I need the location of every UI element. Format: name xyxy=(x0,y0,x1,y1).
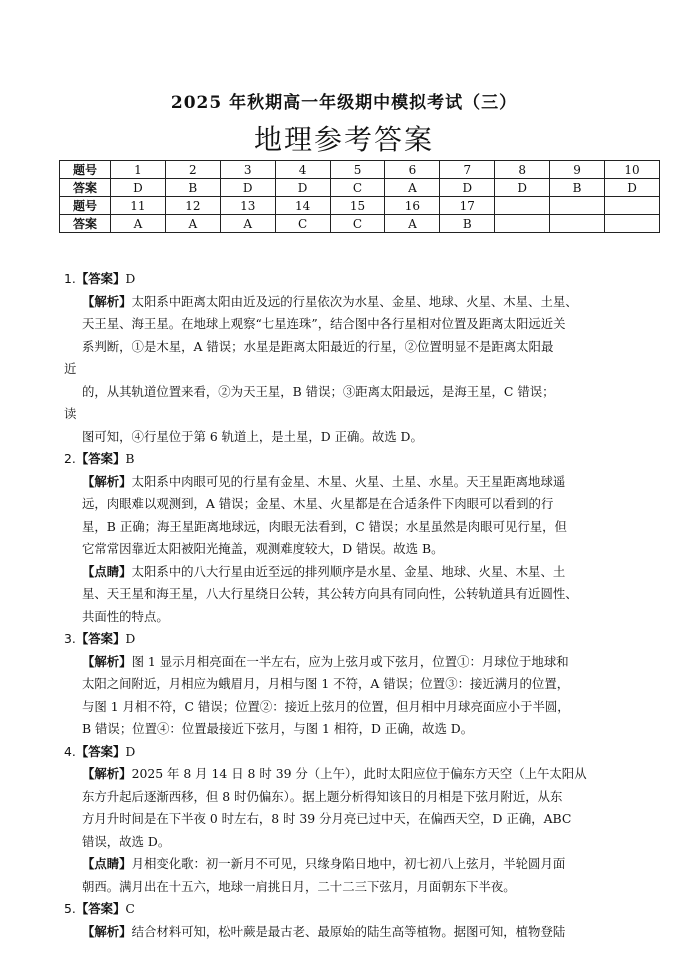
line-text: D xyxy=(125,271,136,286)
line-text: 太阳之间附近，月相应为蛾眉月，月相与图 1 不符，A 错误；位置③：接近满月的位置， xyxy=(82,676,570,691)
section-tag: 【答案】 xyxy=(75,901,126,916)
text-line xyxy=(64,606,658,629)
line-text: 朝西。满月出在十五六，地球一肩挑日月，二十二三下弦月，月面朝东下半夜。 xyxy=(82,878,516,894)
question-number: 5. xyxy=(64,901,76,916)
table-cell: 2 xyxy=(165,161,220,179)
section-tag: 【答案】 xyxy=(75,743,126,759)
table-cell: A xyxy=(385,179,440,197)
line-text: 2025 年 8 月 14 日 8 时 39 分（上午），此时太阳应位于偏东方天空（上午太阳从 xyxy=(131,766,587,781)
text-line xyxy=(64,358,658,381)
table-cell: A xyxy=(385,215,440,233)
exam-title: 2025 年秋期高一年级期中模拟考试（三） xyxy=(170,93,518,113)
question-number: 1. xyxy=(64,271,76,286)
text-line xyxy=(64,561,658,584)
table-cell: 6 xyxy=(385,161,440,179)
table-cell: 1 xyxy=(111,161,166,179)
line-text: 与图 1 月相不符，C 错误；位置②：接近上弦月的位置，但月相中月球亮面应小于半圆， xyxy=(82,698,570,714)
text-line xyxy=(64,763,658,786)
line-text: D xyxy=(125,743,136,759)
line-text: C xyxy=(125,901,135,916)
table-cell: D xyxy=(275,179,330,197)
table-cell: C xyxy=(330,215,385,233)
table-cell: C xyxy=(275,215,330,233)
table-cell xyxy=(550,215,605,233)
text-line xyxy=(64,696,658,719)
line-text: 错误，故选 D。 xyxy=(82,833,171,849)
table-cell: 11 xyxy=(111,197,166,215)
table-cell xyxy=(495,197,550,215)
table-cell xyxy=(495,215,550,233)
section-tag: 【解析】 xyxy=(82,766,132,781)
table-cell: 15 xyxy=(330,197,385,215)
text-line xyxy=(64,628,658,651)
table-cell xyxy=(605,197,660,215)
table-cell: 12 xyxy=(165,197,220,215)
line-text: 它常常因靠近太阳被阳光掩盖，观测难度较大，D 错误。故选 B。 xyxy=(82,541,444,556)
table-cell: 10 xyxy=(605,161,660,179)
table-cell: 8 xyxy=(495,161,550,179)
section-tag: 【点睛】 xyxy=(82,563,132,579)
line-text: 太阳系中肉眼可见的行星有金星、木星、火星、土星、水星。天王星距离地球遥 xyxy=(131,473,566,489)
table-row xyxy=(60,215,660,233)
text-line xyxy=(64,538,658,561)
text-line xyxy=(64,426,658,449)
text-line xyxy=(64,808,658,831)
line-text: 图 1 显示月相亮面在一半左右，应为上弦月或下弦月，位置①：月球位于地球和 xyxy=(131,653,569,669)
table-cell: B xyxy=(550,179,605,197)
text-line xyxy=(64,336,658,359)
line-text: 共面性的特点。 xyxy=(82,608,169,624)
text-line xyxy=(64,831,658,854)
line-text: 结合材料可知，松叶蕨是最古老、最原始的陆生高等植物。据图可知，植物登陆 xyxy=(131,923,566,939)
table-cell: B xyxy=(440,215,495,233)
line-text: 系判断，①是木星，A 错误；水星是距离太阳最近的行星，②位置明显不是距离太阳最 xyxy=(82,338,554,354)
row-label: 题号 xyxy=(60,161,111,179)
table-cell: 16 xyxy=(385,197,440,215)
text-line xyxy=(64,921,658,944)
text-line xyxy=(64,291,658,314)
answer-table xyxy=(59,160,660,233)
table-row xyxy=(60,197,660,215)
section-tag: 【解析】 xyxy=(82,293,132,309)
table-cell xyxy=(605,215,660,233)
text-line xyxy=(64,268,658,291)
table-cell: 14 xyxy=(275,197,330,215)
solutions-body xyxy=(64,268,658,943)
table-cell: 5 xyxy=(330,161,385,179)
text-line xyxy=(64,583,658,606)
question-number: 4. xyxy=(64,743,76,759)
table-cell: A xyxy=(220,215,275,233)
line-text: B xyxy=(125,451,135,466)
table-cell: D xyxy=(495,179,550,197)
table-row xyxy=(60,179,660,197)
row-label: 答案 xyxy=(60,179,111,197)
table-cell: A xyxy=(165,215,220,233)
line-text: B 错误；位置④：位置最接近下弦月，与图 1 相符，D 正确，故选 D。 xyxy=(82,721,474,736)
line-text: 东方升起后逐渐西移，但 8 时仍偏东）。据上题分析得知该日的月相是下弦月附近，从东 xyxy=(82,788,563,804)
line-text: 方月升时间是在下半夜 0 时左右，8 时 39 分月亮已过中天，在偏西天空，D 正确，ABC xyxy=(82,811,572,826)
section-tag: 【答案】 xyxy=(75,631,126,646)
text-line xyxy=(64,741,658,764)
text-line xyxy=(64,673,658,696)
table-cell: 13 xyxy=(220,197,275,215)
table-cell: D xyxy=(111,179,166,197)
text-line xyxy=(64,898,658,921)
line-text: 图可知，④行星位于第 6 轨道上，是土星，D 正确。故选 D。 xyxy=(82,428,423,444)
question-number: 3. xyxy=(64,631,76,646)
section-tag: 【解析】 xyxy=(82,923,132,939)
line-text: 天王星、海王星。在地球上观察“七星连珠”，结合图中各行星相对位置及距离太阳远近关 xyxy=(82,316,566,331)
question-number: 2. xyxy=(64,451,76,466)
text-line xyxy=(64,853,658,876)
text-line xyxy=(64,471,658,494)
text-line xyxy=(64,651,658,674)
table-cell: B xyxy=(165,179,220,197)
row-label: 题号 xyxy=(60,197,111,215)
text-line xyxy=(64,876,658,899)
table-cell: 4 xyxy=(275,161,330,179)
text-line xyxy=(64,313,658,336)
row-label: 答案 xyxy=(60,215,111,233)
section-tag: 【答案】 xyxy=(75,271,126,286)
table-cell: D xyxy=(440,179,495,197)
text-line xyxy=(64,403,658,426)
section-tag: 【答案】 xyxy=(75,451,126,466)
table-cell: C xyxy=(330,179,385,197)
section-tag: 【解析】 xyxy=(82,653,132,669)
section-tag: 【点睛】 xyxy=(82,856,132,871)
line-text: 月相变化歌：初一新月不可见，只缘身陷日地中，初七初八上弦月，半轮圆月面 xyxy=(131,856,566,871)
line-text: 近 xyxy=(64,361,77,376)
page-title: 地理参考答案 xyxy=(253,123,434,156)
text-line xyxy=(64,381,658,404)
text-line xyxy=(64,493,658,516)
text-line xyxy=(64,448,658,471)
table-cell: A xyxy=(111,215,166,233)
text-line xyxy=(64,516,658,539)
line-text: 太阳系中距离太阳由近及远的行星依次为水星、金星、地球、火星、木星、土星、 xyxy=(131,293,578,309)
text-line xyxy=(64,786,658,809)
line-text: 读 xyxy=(64,406,77,421)
table-cell: 17 xyxy=(440,197,495,215)
section-tag: 【解析】 xyxy=(82,473,132,489)
table-cell: D xyxy=(605,179,660,197)
line-text: 星、天王星和海王星，八大行星绕日公转，其公转方向具有同向性，公转轨道具有近圆性、 xyxy=(82,586,578,601)
table-cell: D xyxy=(220,179,275,197)
line-text: D xyxy=(125,631,136,646)
table-cell: 7 xyxy=(440,161,495,179)
table-cell: 3 xyxy=(220,161,275,179)
table-cell xyxy=(550,197,605,215)
line-text: 太阳系中的八大行星由近至远的排列顺序是水星、金星、地球、火星、木星、土 xyxy=(131,563,566,579)
table-cell: 9 xyxy=(550,161,605,179)
line-text: 远，肉眼难以观测到，A 错误；金星、木星、火星都是在合适条件下肉眼可以看到的行 xyxy=(82,496,554,511)
text-line xyxy=(64,718,658,741)
table-row xyxy=(60,161,660,179)
line-text: 星，B 正确；海王星距离地球远，肉眼无法看到，C 错误；水星虽然是肉眼可见行星，但 xyxy=(82,518,567,534)
line-text: 的，从其轨道位置来看，②为天王星，B 错误；③距离太阳最远，是海王星，C 错误； xyxy=(82,383,555,399)
